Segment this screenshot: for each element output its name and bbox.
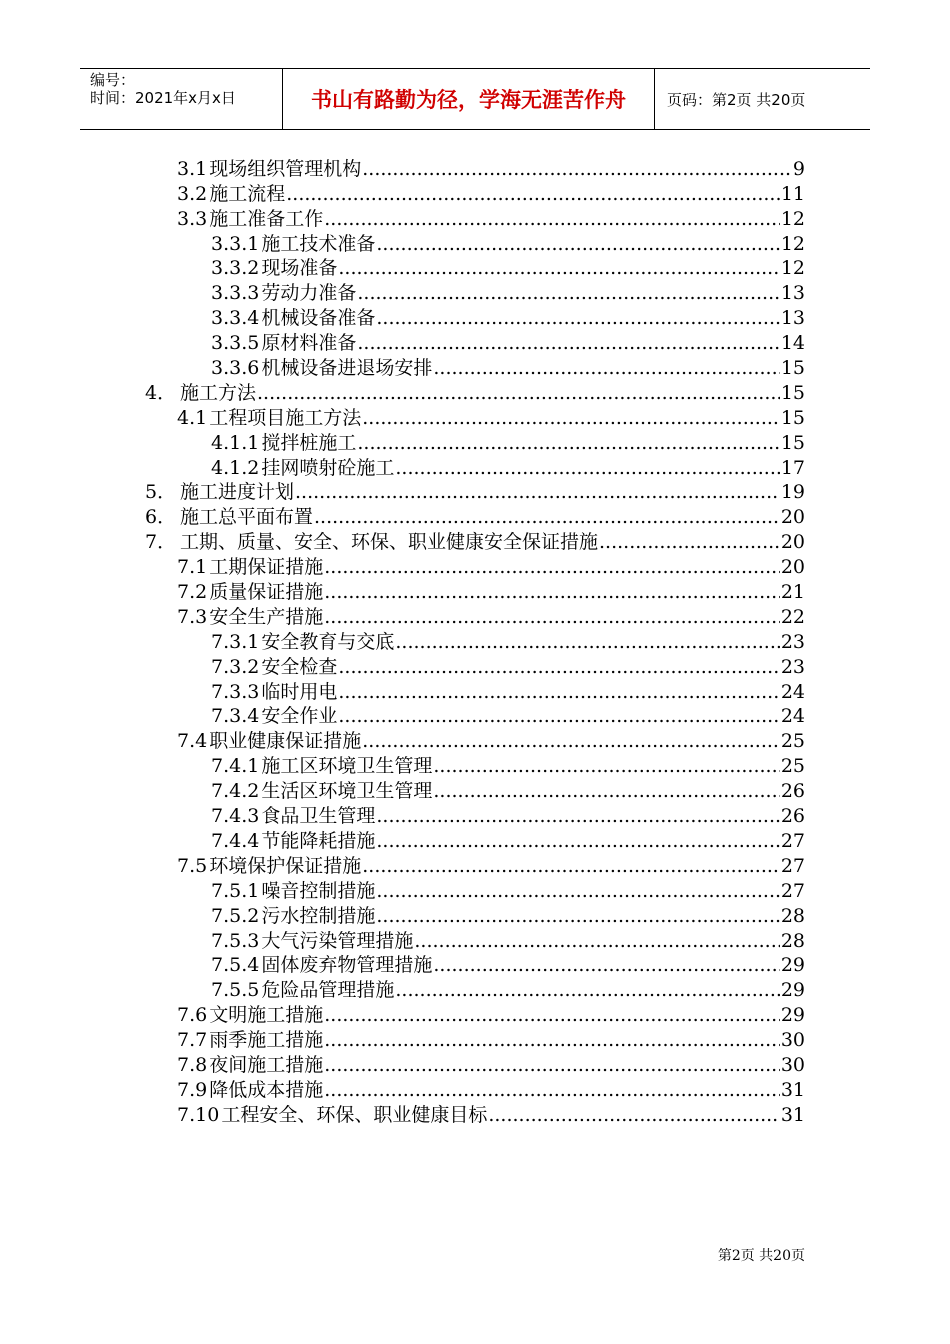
toc-entry[interactable] bbox=[145, 404, 805, 429]
toc-entry-number: 7.4.1 bbox=[211, 755, 260, 778]
toc-entry-page: 29 bbox=[780, 979, 805, 1002]
toc-entry-title: 工程项目施工方法 bbox=[209, 406, 362, 429]
toc-entry[interactable] bbox=[145, 1026, 805, 1051]
toc-entry-page: 23 bbox=[780, 630, 805, 653]
page-footer: 第2页 共20页 bbox=[717, 1248, 805, 1264]
toc-leader-dots bbox=[376, 805, 779, 827]
toc-entry-page: 19 bbox=[780, 481, 805, 504]
toc-entry[interactable] bbox=[145, 528, 805, 553]
toc-entry-page: 27 bbox=[780, 879, 805, 902]
toc-entry-page: 22 bbox=[780, 605, 805, 628]
toc-entry-title: 原材料准备 bbox=[261, 332, 357, 355]
toc-entry-page: 30 bbox=[780, 1053, 805, 1076]
toc-leader-dots bbox=[362, 158, 792, 180]
toc-entry-title: 搅拌桩施工 bbox=[261, 431, 357, 454]
toc-entry-title: 工期、质量、安全、环保、职业健康安全保证措施 bbox=[180, 531, 599, 554]
toc-entry-page: 25 bbox=[780, 730, 805, 753]
toc-entry-title: 挂网喷射砼施工 bbox=[261, 456, 395, 479]
toc-entry-number: 7.5.1 bbox=[211, 879, 260, 902]
toc-entry-number: 7.4.3 bbox=[211, 805, 260, 828]
toc-entry-number: 3.3.2 bbox=[211, 257, 260, 280]
toc-entry-title: 质量保证措施 bbox=[209, 581, 324, 604]
toc-entry-number: 3.3.4 bbox=[211, 307, 260, 330]
toc-entry-page: 28 bbox=[780, 929, 805, 952]
toc-entry-number: 3.3.1 bbox=[211, 232, 260, 255]
toc-entry-number: 3.3.6 bbox=[211, 357, 260, 380]
toc-entry-page: 31 bbox=[780, 1078, 805, 1101]
toc-entry-number: 3.1 bbox=[177, 157, 208, 180]
toc-entry-number: 5． bbox=[145, 481, 177, 504]
toc-entry-number: 7.5 bbox=[177, 854, 208, 877]
toc-entry-title: 职业健康保证措施 bbox=[209, 730, 362, 753]
toc-leader-dots bbox=[324, 1079, 780, 1101]
toc-leader-dots bbox=[395, 979, 779, 1001]
toc-entry-title: 施工准备工作 bbox=[209, 207, 324, 230]
toc-entry-page: 13 bbox=[780, 282, 805, 305]
toc-entry-title: 施工总平面布置 bbox=[180, 506, 314, 529]
toc-leader-dots bbox=[257, 382, 780, 404]
toc-entry-page: 27 bbox=[780, 854, 805, 877]
toc-entry-number: 7.7 bbox=[177, 1029, 208, 1052]
toc-leader-dots bbox=[395, 457, 779, 479]
toc-entry-number: 7.3.1 bbox=[211, 630, 260, 653]
toc-entry-page: 15 bbox=[780, 406, 805, 429]
header-page-info: 页码：第2页 共20页 bbox=[667, 90, 806, 109]
toc-entry[interactable] bbox=[145, 1076, 805, 1101]
toc-entry[interactable] bbox=[145, 678, 805, 703]
toc-entry-title: 夜间施工措施 bbox=[209, 1053, 324, 1076]
toc-leader-dots bbox=[338, 656, 779, 678]
toc-entry[interactable] bbox=[145, 877, 805, 902]
toc-entry-page: 12 bbox=[780, 257, 805, 280]
toc-entry[interactable] bbox=[145, 603, 805, 628]
toc-entry-page: 24 bbox=[780, 680, 805, 703]
toc-entry-page: 14 bbox=[780, 332, 805, 355]
toc-entry-page: 20 bbox=[780, 531, 805, 554]
toc-entry-page: 29 bbox=[780, 1004, 805, 1027]
page-header bbox=[80, 68, 870, 130]
toc-entry[interactable] bbox=[145, 329, 805, 354]
toc-entry-page: 20 bbox=[780, 506, 805, 529]
toc-entry-title: 节能降耗措施 bbox=[261, 829, 376, 852]
toc-leader-dots bbox=[599, 531, 780, 553]
toc-leader-dots bbox=[488, 1104, 779, 1126]
toc-entry-page: 20 bbox=[780, 556, 805, 579]
toc-leader-dots bbox=[295, 481, 780, 503]
toc-entry[interactable] bbox=[145, 379, 805, 404]
toc-entry-number: 7.5.2 bbox=[211, 904, 260, 927]
toc-leader-dots bbox=[324, 1054, 780, 1076]
toc-leader-dots bbox=[376, 880, 779, 902]
toc-leader-dots bbox=[324, 208, 780, 230]
toc-entry-page: 24 bbox=[780, 705, 805, 728]
toc-entry-number: 7.4 bbox=[177, 730, 208, 753]
toc-entry-title: 施工进度计划 bbox=[180, 481, 295, 504]
toc-entry[interactable] bbox=[145, 802, 805, 827]
toc-entry[interactable] bbox=[145, 503, 805, 528]
toc-entry[interactable] bbox=[145, 902, 805, 927]
toc-entry[interactable] bbox=[145, 205, 805, 230]
toc-entry-title: 雨季施工措施 bbox=[209, 1029, 324, 1052]
toc-leader-dots bbox=[338, 681, 779, 703]
toc-entry-number: 7.3.3 bbox=[211, 680, 260, 703]
toc-entry-title: 食品卫生管理 bbox=[261, 805, 376, 828]
table-of-contents bbox=[145, 155, 805, 1126]
toc-entry-number: 7.8 bbox=[177, 1053, 208, 1076]
toc-entry-number: 3.3.3 bbox=[211, 282, 260, 305]
toc-entry-number: 7.5.3 bbox=[211, 929, 260, 952]
toc-leader-dots bbox=[376, 830, 779, 852]
toc-entry-number: 6． bbox=[145, 506, 177, 529]
toc-leader-dots bbox=[324, 606, 780, 628]
toc-entry-page: 13 bbox=[780, 307, 805, 330]
toc-entry-page: 15 bbox=[780, 357, 805, 380]
toc-entry-title: 安全生产措施 bbox=[209, 605, 324, 628]
toc-entry-page: 28 bbox=[780, 904, 805, 927]
toc-leader-dots bbox=[314, 506, 780, 528]
toc-entry[interactable] bbox=[145, 429, 805, 454]
toc-entry-number: 7.1 bbox=[177, 556, 208, 579]
toc-leader-dots bbox=[433, 780, 779, 802]
toc-leader-dots bbox=[357, 332, 779, 354]
toc-entry[interactable] bbox=[145, 578, 805, 603]
toc-entry[interactable] bbox=[145, 852, 805, 877]
toc-entry[interactable] bbox=[145, 454, 805, 479]
toc-entry-title: 安全作业 bbox=[261, 705, 338, 728]
toc-entry-number: 4.1 bbox=[177, 406, 208, 429]
toc-entry[interactable] bbox=[145, 653, 805, 678]
toc-entry[interactable] bbox=[145, 304, 805, 329]
toc-entry-title: 临时用电 bbox=[261, 680, 338, 703]
toc-entry-title: 劳动力准备 bbox=[261, 282, 357, 305]
toc-entry-page: 31 bbox=[780, 1103, 805, 1126]
toc-entry-page: 12 bbox=[780, 232, 805, 255]
toc-entry[interactable] bbox=[145, 279, 805, 304]
toc-entry-number: 4.1.2 bbox=[211, 456, 260, 479]
toc-entry-page: 29 bbox=[780, 954, 805, 977]
toc-entry-title: 文明施工措施 bbox=[209, 1004, 324, 1027]
toc-entry-page: 27 bbox=[780, 829, 805, 852]
toc-leader-dots bbox=[324, 556, 780, 578]
toc-leader-dots bbox=[324, 581, 780, 603]
toc-entry-title: 工期保证措施 bbox=[209, 556, 324, 579]
toc-entry-page: 17 bbox=[780, 456, 805, 479]
toc-entry-title: 机械设备进退场安排 bbox=[261, 357, 433, 380]
toc-leader-dots bbox=[357, 432, 779, 454]
toc-leader-dots bbox=[376, 233, 779, 255]
toc-entry-number: 7.5.5 bbox=[211, 979, 260, 1002]
toc-entry-number: 7.3 bbox=[177, 605, 208, 628]
toc-leader-dots bbox=[286, 183, 780, 205]
toc-entry[interactable] bbox=[145, 1051, 805, 1076]
toc-entry-number: 4.1.1 bbox=[211, 431, 260, 454]
toc-entry-page: 26 bbox=[780, 805, 805, 828]
toc-entry[interactable] bbox=[145, 727, 805, 752]
toc-leader-dots bbox=[376, 307, 779, 329]
toc-entry-title: 安全检查 bbox=[261, 655, 338, 678]
toc-leader-dots bbox=[376, 905, 779, 927]
toc-entry-number: 3.2 bbox=[177, 182, 208, 205]
toc-entry[interactable] bbox=[145, 354, 805, 379]
toc-entry-number: 7.5.4 bbox=[211, 954, 260, 977]
toc-entry-title: 降低成本措施 bbox=[209, 1078, 324, 1101]
header-meta bbox=[80, 69, 283, 129]
toc-entry[interactable] bbox=[145, 827, 805, 852]
toc-entry[interactable] bbox=[145, 255, 805, 280]
toc-entry-title: 施工方法 bbox=[180, 381, 257, 404]
toc-entry-number: 7.3.4 bbox=[211, 705, 260, 728]
toc-entry-number: 3.3.5 bbox=[211, 332, 260, 355]
toc-entry[interactable] bbox=[145, 976, 805, 1001]
toc-entry-page: 26 bbox=[780, 780, 805, 803]
toc-entry-page: 30 bbox=[780, 1029, 805, 1052]
toc-entry-title: 危险品管理措施 bbox=[261, 979, 395, 1002]
toc-entry-page: 15 bbox=[780, 431, 805, 454]
toc-entry-title: 噪音控制措施 bbox=[261, 879, 376, 902]
serial-label: 编号： bbox=[90, 71, 136, 89]
toc-entry-page: 21 bbox=[780, 581, 805, 604]
toc-entry-number: 7.3.2 bbox=[211, 655, 260, 678]
toc-entry-number: 7.2 bbox=[177, 581, 208, 604]
toc-leader-dots bbox=[362, 730, 780, 752]
toc-entry-number: 7.9 bbox=[177, 1078, 208, 1101]
toc-leader-dots bbox=[362, 855, 780, 877]
toc-entry-number: 7． bbox=[145, 531, 177, 554]
toc-entry-title: 施工流程 bbox=[209, 182, 286, 205]
toc-entry[interactable] bbox=[145, 155, 805, 180]
time-label: 时间：2021年x月x日 bbox=[90, 89, 236, 107]
toc-entry-page: 9 bbox=[792, 157, 805, 180]
toc-entry[interactable] bbox=[145, 703, 805, 728]
toc-entry-title: 环境保护保证措施 bbox=[209, 854, 362, 877]
toc-entry[interactable] bbox=[145, 553, 805, 578]
header-motto: 书山有路勤为径，学海无涯苦作舟 bbox=[283, 69, 655, 129]
toc-entry[interactable] bbox=[145, 1001, 805, 1026]
toc-entry[interactable] bbox=[145, 479, 805, 504]
toc-entry-page: 15 bbox=[780, 381, 805, 404]
toc-leader-dots bbox=[433, 357, 779, 379]
toc-leader-dots bbox=[338, 257, 779, 279]
toc-leader-dots bbox=[414, 930, 779, 952]
toc-leader-dots bbox=[433, 755, 779, 777]
toc-entry[interactable] bbox=[145, 230, 805, 255]
toc-leader-dots bbox=[324, 1004, 780, 1026]
toc-entry-title: 安全教育与交底 bbox=[261, 630, 395, 653]
toc-entry-title: 现场准备 bbox=[261, 257, 338, 280]
toc-leader-dots bbox=[362, 407, 780, 429]
toc-entry-page: 25 bbox=[780, 755, 805, 778]
toc-leader-dots bbox=[357, 282, 779, 304]
toc-entry-title: 工程安全、环保、职业健康目标 bbox=[221, 1103, 488, 1126]
toc-entry[interactable] bbox=[145, 628, 805, 653]
toc-leader-dots bbox=[433, 954, 779, 976]
toc-entry[interactable] bbox=[145, 752, 805, 777]
toc-entry-title: 施工区环境卫生管理 bbox=[261, 755, 433, 778]
toc-entry-page: 11 bbox=[780, 182, 805, 205]
toc-entry-number: 7.6 bbox=[177, 1004, 208, 1027]
toc-entry-title: 机械设备准备 bbox=[261, 307, 376, 330]
toc-entry[interactable] bbox=[145, 1101, 805, 1126]
toc-entry-number: 7.10 bbox=[177, 1103, 220, 1126]
toc-entry-number: 7.4.4 bbox=[211, 829, 260, 852]
toc-entry-title: 污水控制措施 bbox=[261, 904, 376, 927]
toc-entry[interactable] bbox=[145, 952, 805, 977]
toc-leader-dots bbox=[324, 1029, 780, 1051]
toc-leader-dots bbox=[338, 705, 779, 727]
toc-entry[interactable] bbox=[145, 777, 805, 802]
toc-entry[interactable] bbox=[145, 927, 805, 952]
toc-entry-title: 施工技术准备 bbox=[261, 232, 376, 255]
toc-entry-number: 3.3 bbox=[177, 207, 208, 230]
toc-entry[interactable] bbox=[145, 180, 805, 205]
toc-entry-number: 4． bbox=[145, 381, 177, 404]
toc-leader-dots bbox=[395, 631, 779, 653]
toc-entry-title: 大气污染管理措施 bbox=[261, 929, 414, 952]
toc-entry-title: 现场组织管理机构 bbox=[209, 157, 362, 180]
toc-entry-page: 12 bbox=[780, 207, 805, 230]
toc-entry-page: 23 bbox=[780, 655, 805, 678]
toc-entry-title: 固体废弃物管理措施 bbox=[261, 954, 433, 977]
toc-entry-title: 生活区环境卫生管理 bbox=[261, 780, 433, 803]
toc-entry-number: 7.4.2 bbox=[211, 780, 260, 803]
